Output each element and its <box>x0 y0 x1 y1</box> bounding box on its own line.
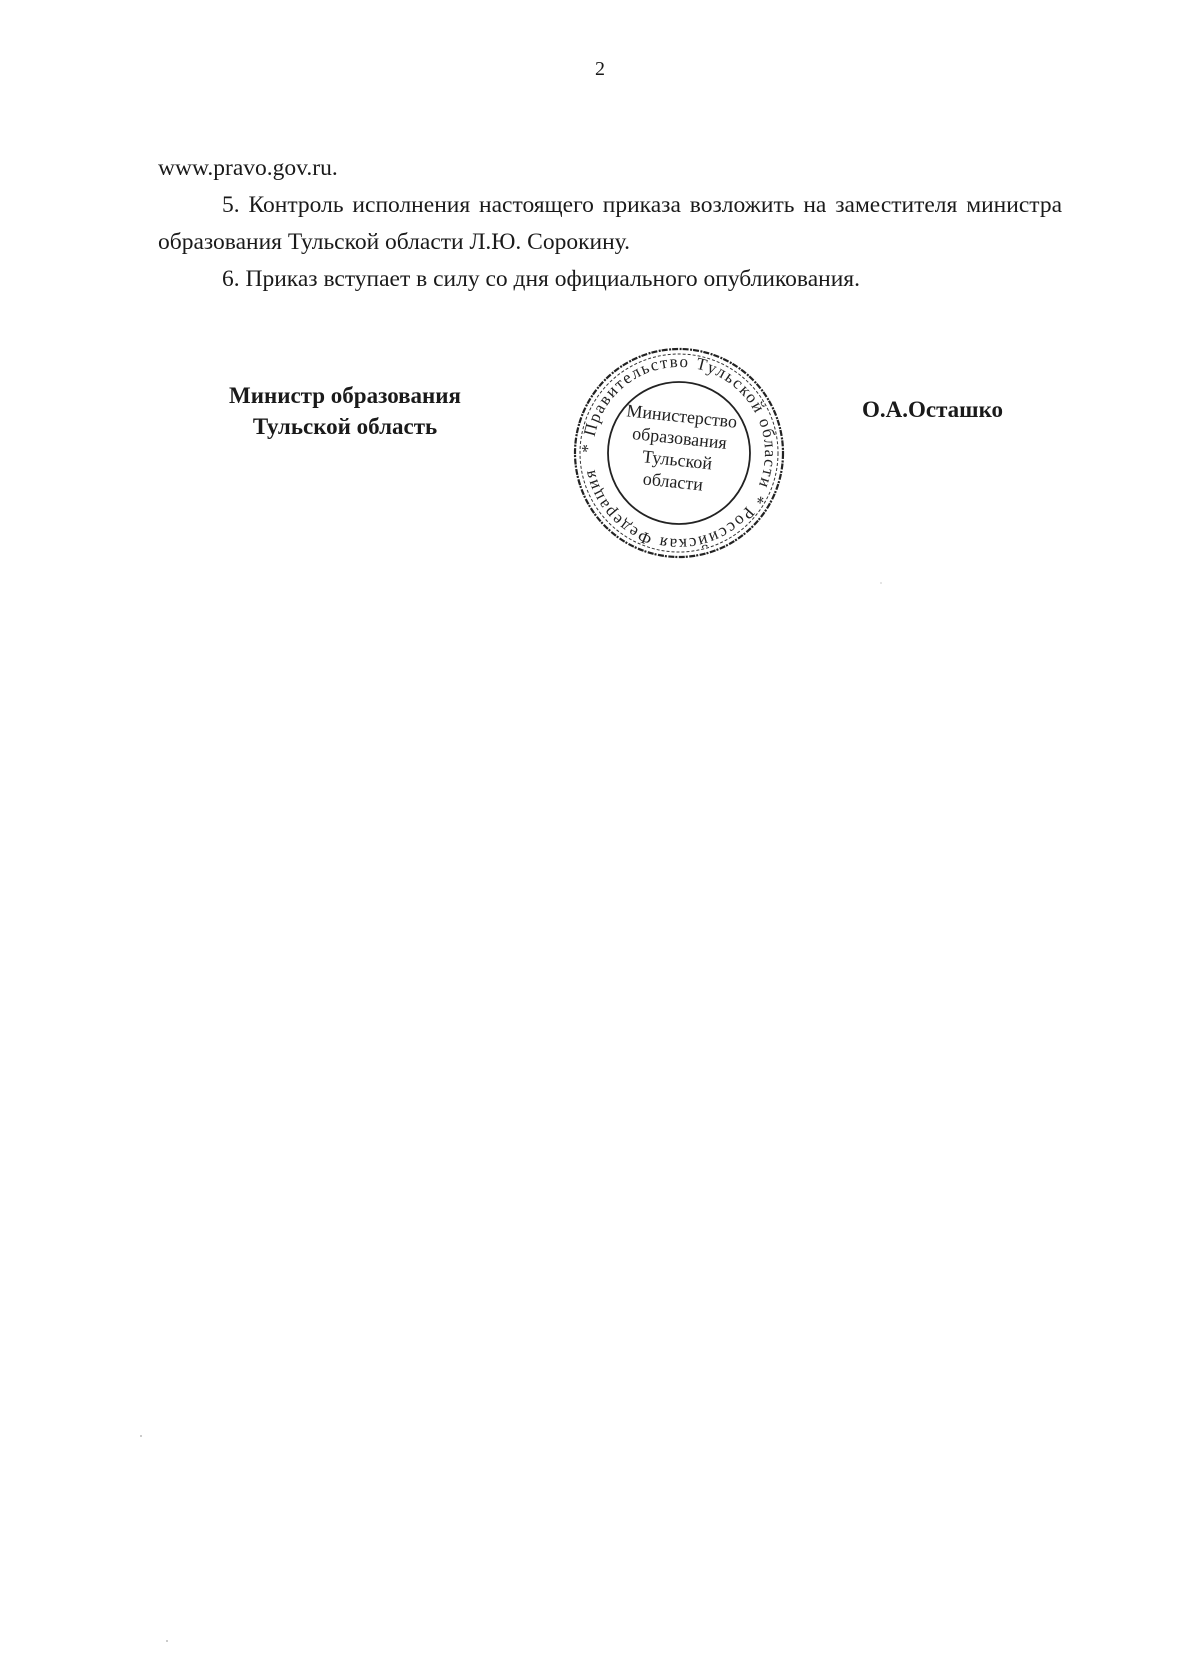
seal-center-line-2: образования <box>631 423 728 453</box>
signer-position <box>180 380 510 442</box>
signature-block <box>0 340 1200 580</box>
paragraph-6: 6. Приказ вступает в силу со дня официального опубликования. <box>222 266 860 292</box>
official-seal <box>570 344 788 562</box>
seal-center-line-4: области <box>642 468 704 495</box>
page-number: 2 <box>595 58 605 80</box>
seal-center-line-3: Тульской <box>641 446 714 474</box>
paragraph-5: 5. Контроль исполнения настоящего приказа возложить на заместителя министра образования Тульской области Л.Ю. Сорокину. <box>158 192 1062 255</box>
signer-position-line-1: Министр образования <box>229 383 461 408</box>
scan-artifact <box>140 1435 142 1437</box>
seal-center-line-1: Министерство <box>625 400 739 432</box>
url-line: www.pravo.gov.ru. <box>158 155 338 181</box>
signer-position-line-2: Тульской область <box>252 414 438 439</box>
scan-artifact <box>166 1640 168 1642</box>
scan-artifact <box>880 582 882 584</box>
signer-name: О.А.Осташко <box>862 397 1004 422</box>
document-body <box>158 150 1062 298</box>
seal-ring-text: * Правительство Тульской области * Российская Федерация <box>577 351 781 555</box>
seal-graphic <box>570 344 788 562</box>
